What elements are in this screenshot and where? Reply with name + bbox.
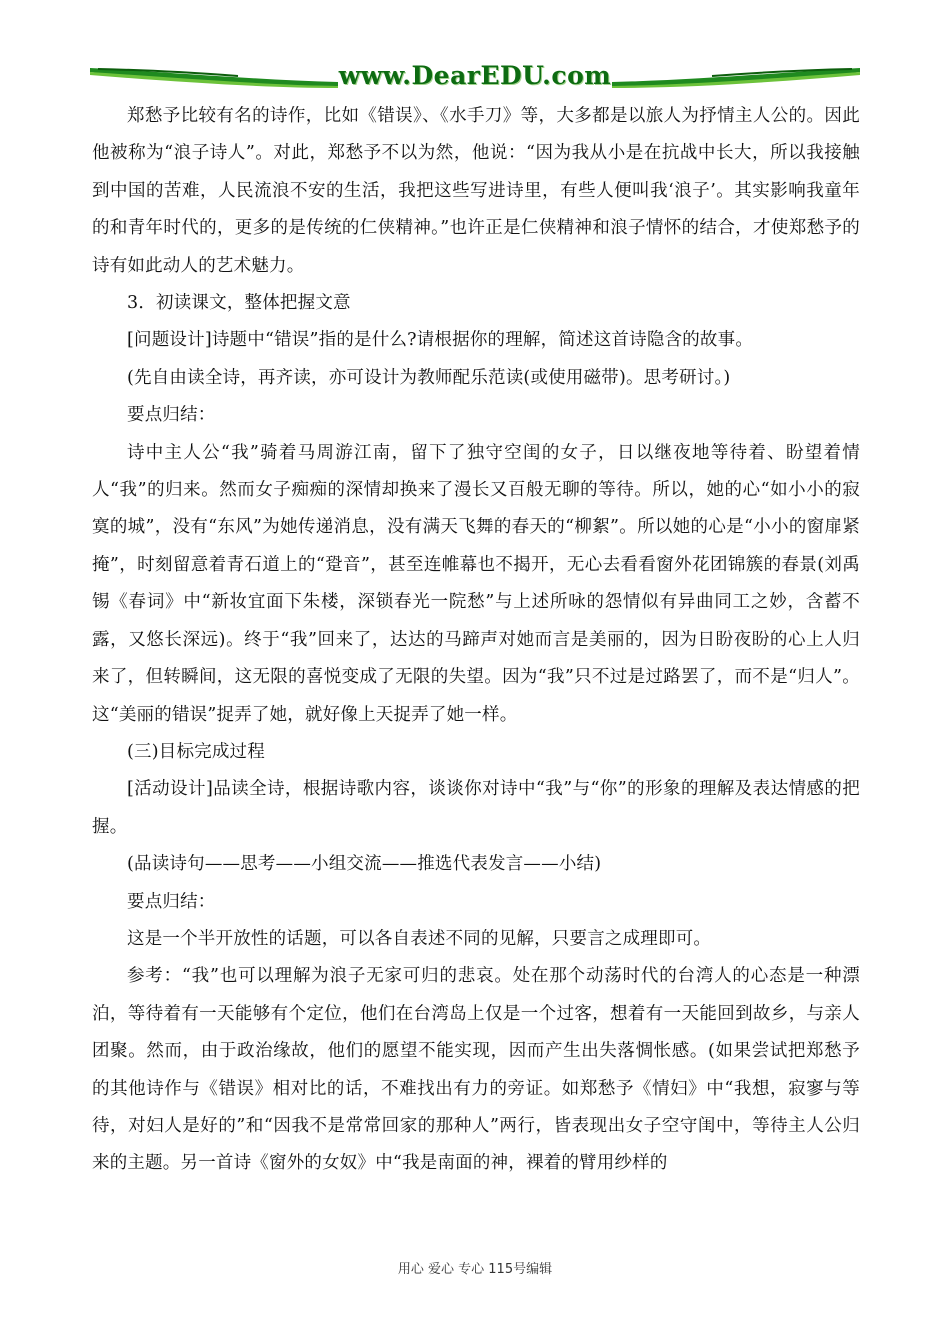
section-heading: (三)目标完成过程 <box>127 741 265 762</box>
activity-steps: (品读诗句——思考——小组交流——推选代表发言——小结) <box>127 854 602 875</box>
key-points-label: 要点归结： <box>127 891 216 912</box>
paragraph-open-topic: 这是一个半开放性的话题，可以各自表述不同的见解，只要言之成理即可。 <box>127 928 712 949</box>
reading-instruction: (先自由读全诗，再齐读，亦可设计为教师配乐范读(或使用磁带)。思考研讨。) <box>127 367 731 388</box>
activity-design: [活动设计]品读全诗，根据诗歌内容，谈谈你对诗中“我”与“你”的形象的理解及表达情感的把握。 <box>92 779 860 837</box>
document-body <box>92 98 860 1183</box>
paragraph-intro: 郑愁予比较有名的诗作，比如《错误》、《水手刀》等，大多都是以旅人为抒情主人公的。因此他被称为“浪子诗人”。对此，郑愁予不以为然，他说：“因为我从小是在抗战中长大，所以我接触到中国的苦难，人民流浪不安的生活，我把这些写进诗里，有些人便叫我‘浪子’。其实影响我童年的和青年时代的，更多的是传统的仁侠精神。”也许正是仁侠精神和浪子情怀的结合，才使郑愁予的诗有如此动人的艺术魅力。 <box>92 106 860 276</box>
question-design: [问题设计]诗题中“错误”指的是什么?请根据你的理解，简述这首诗隐含的故事。 <box>127 330 754 351</box>
site-logo-text: www.DearEDU.com <box>338 61 612 90</box>
site-header <box>88 58 862 94</box>
paragraph-reference: 参考：“我”也可以理解为浪子无家可归的悲哀。处在那个动荡时代的台湾人的心态是一种漂泊，等待着有一天能够有个定位，他们在台湾岛上仅是一个过客，想着有一天能回到故乡，与亲人团聚。然而，由于政治缘故，他们的愿望不能实现，因而产生出失落惆怅感。(如果尝试把郑愁予的其他诗作与《错误》相对比的话，不难找出有力的旁证。如郑愁予《情妇》中“我想，寂寥与等待，对妇人是好的”和“因我不是常常回家的那种人”两行，皆表现出女子空守闺中，等待主人公归来的主题。另一首诗《窗外的女奴》中“我是南面的神，裸着的臂用纱样的 <box>92 966 860 1174</box>
section-heading: 3．初读课文，整体把握文意 <box>127 293 351 314</box>
paragraph-story: 诗中主人公“我”骑着马周游江南，留下了独守空闺的女子，日以继夜地等待着、盼望着情人“我”的归来。然而女子痴痴的深情却换来了漫长又百般无聊的等待。所以，她的心“如小小的寂寞的城”，没有“东风”为她传递消息，没有满天飞舞的春天的“柳絮”。所以她的心是“小小的窗扉紧掩”，时刻留意着青石道上的“跫音”，甚至连帷幕也不揭开，无心去看看窗外花团锦簇的春景(刘禹锡《春词》中“新妆宜面下朱楼，深锁春光一院愁”与上述所咏的怨情似有异曲同工之妙，含蓄不露，又悠长深远)。终于“我”回来了，达达的马蹄声对她而言是美丽的，因为日盼夜盼的心上人归来了，但转瞬间，这无限的喜悦变成了无限的失望。因为“我”只不过是过路罢了，而不是“归人”。这“美丽的错误”捉弄了她，就好像上天捉弄了她一样。 <box>92 442 860 725</box>
key-points-label: 要点归结： <box>127 405 216 426</box>
page-footer: 用心 爱心 专心 115号编辑 <box>397 1262 553 1277</box>
